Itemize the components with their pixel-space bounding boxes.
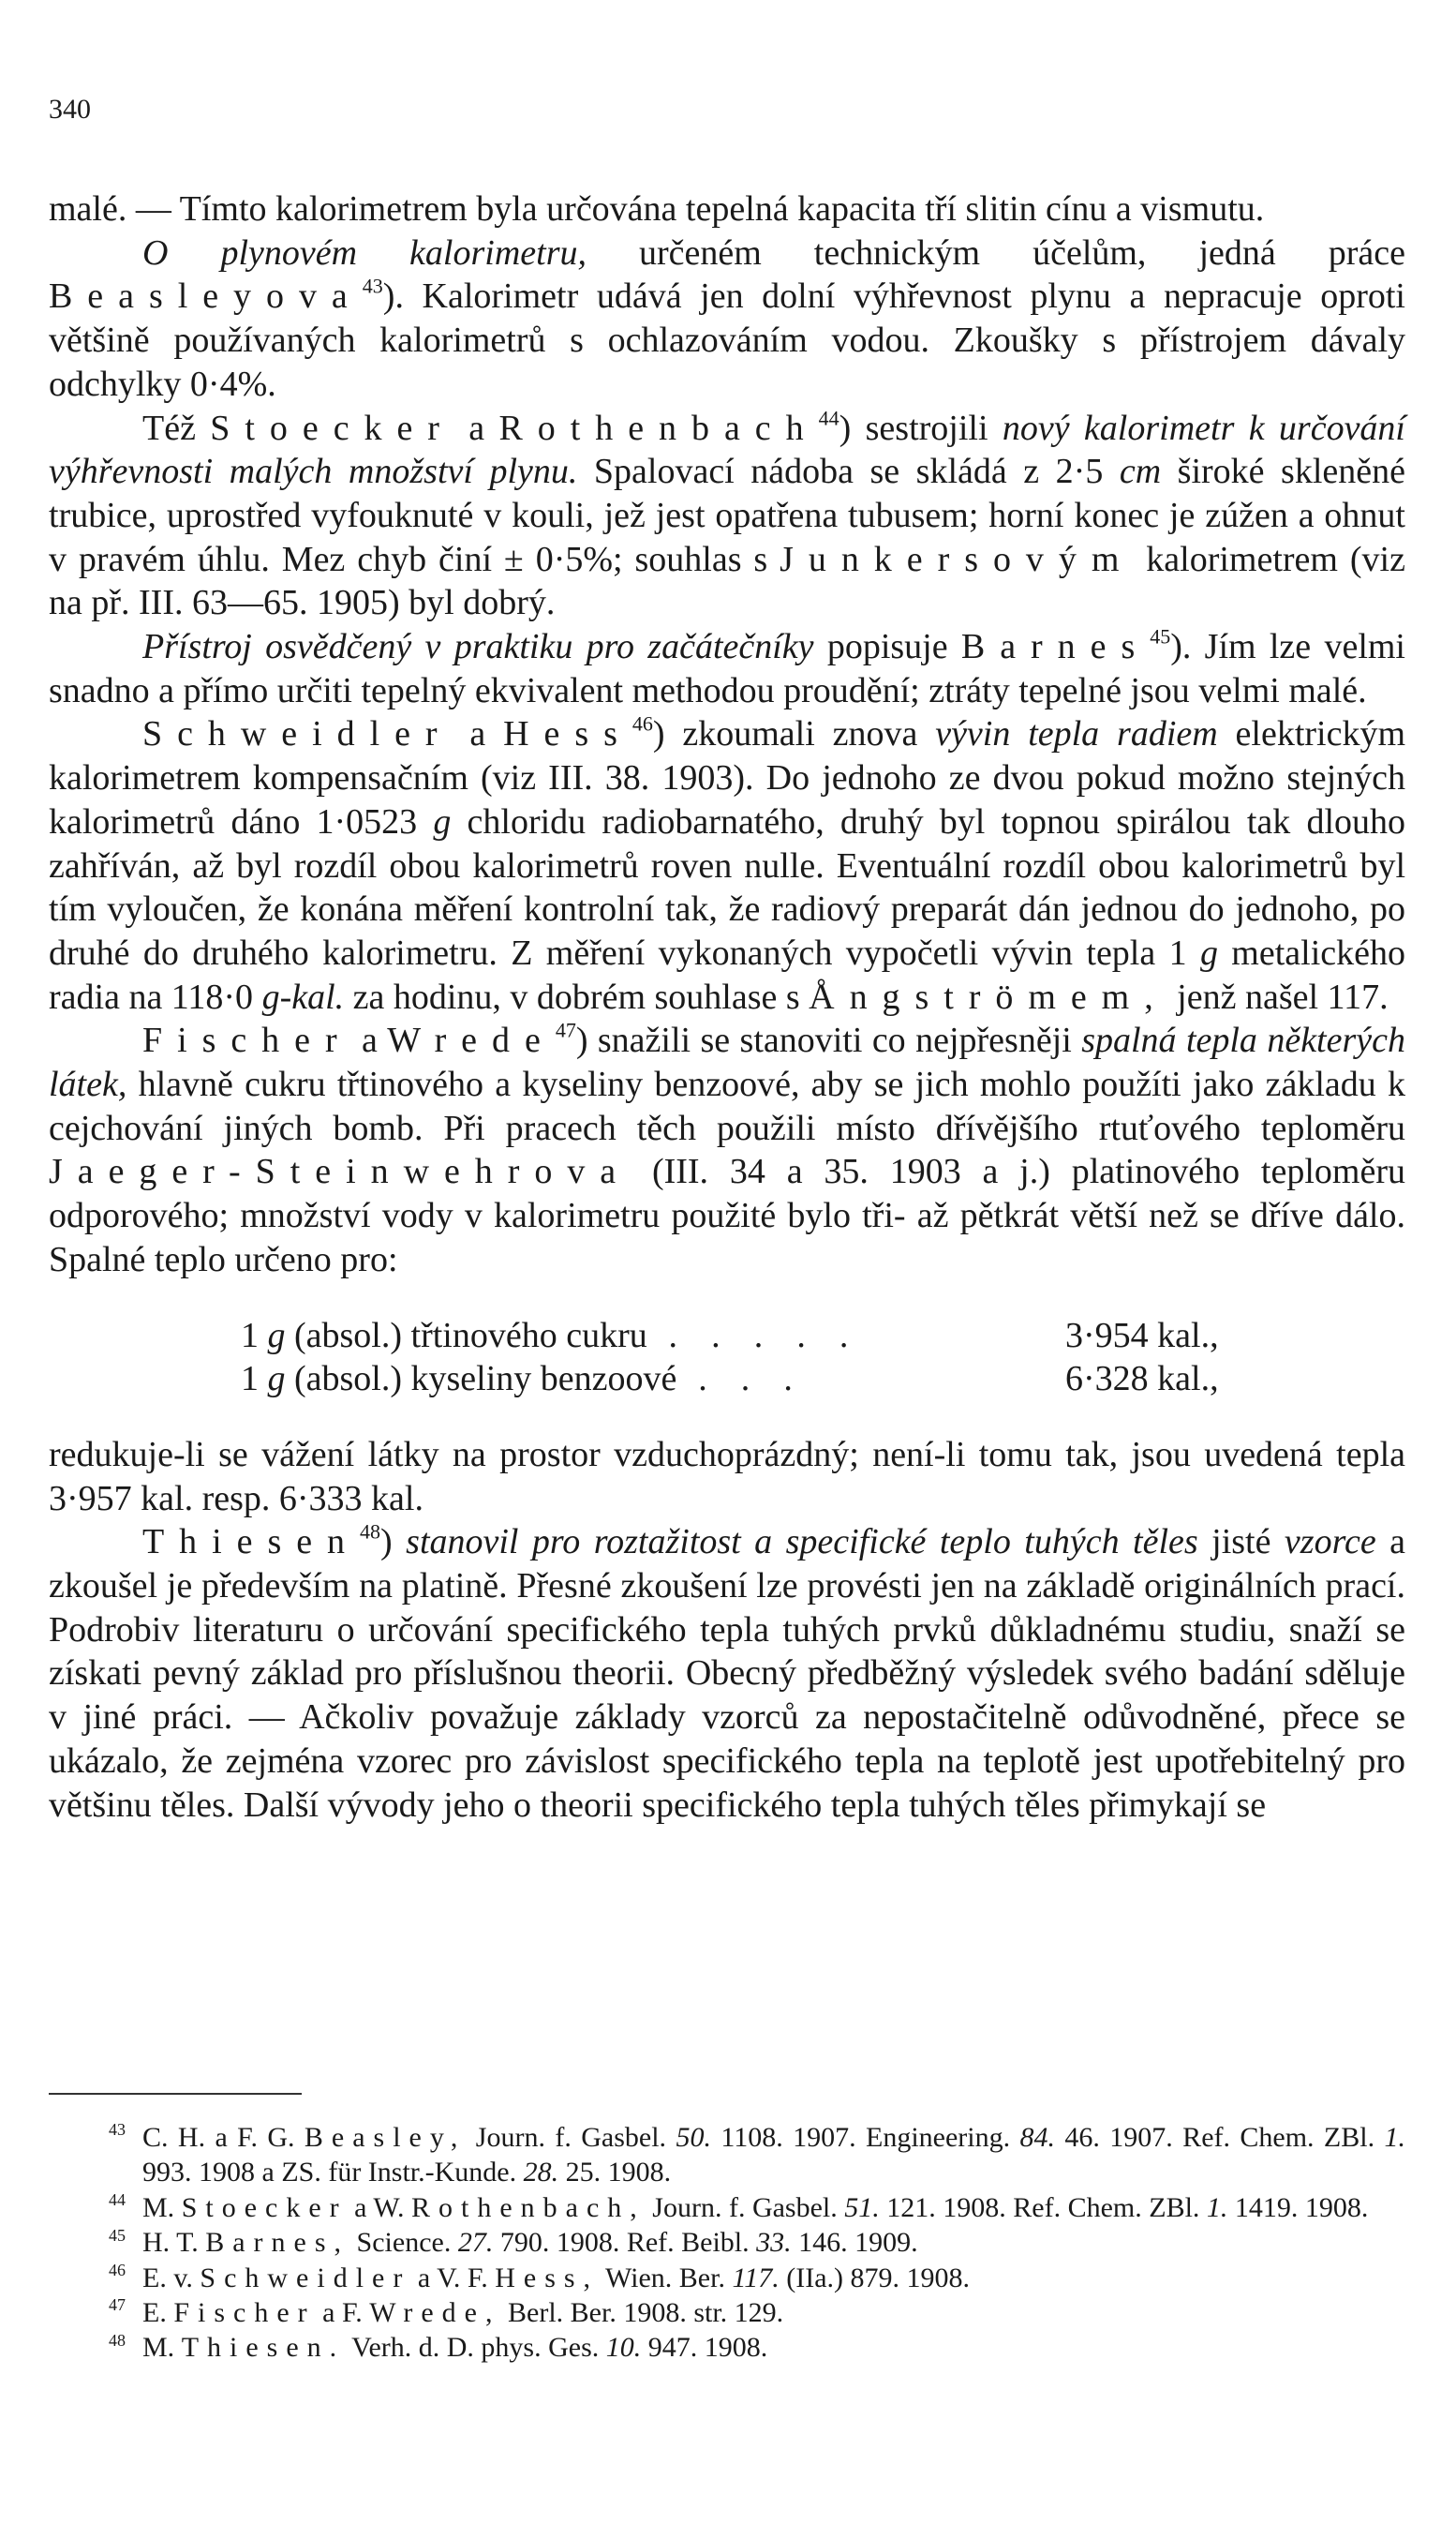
text-run: C. H. a F. G.: [142, 2122, 305, 2153]
unit: g-kal.: [261, 977, 345, 1017]
text-run: ) snažili se stanoviti co nejpřesněji: [575, 1021, 1082, 1061]
text-run: kalorimetrem (viz na př. III. 63—65. 1905) byl dobrý.: [49, 539, 1405, 623]
text-run: ): [380, 1522, 407, 1562]
text-run: elektrickým kalorimetrem kompensačním (viz III. 38. 1903). Do jednoho ze dvou pokud možno stejných kalorimetrů dáno 1·0523: [49, 714, 1406, 842]
text-run: (IIa.) 879. 1908.: [779, 2262, 971, 2293]
volume: 28.: [523, 2157, 559, 2188]
text-run: Science.: [349, 2227, 458, 2259]
text-run: Journ. f. Gasbel.: [466, 2122, 676, 2153]
text-run: ) sestrojili: [839, 408, 1003, 448]
author-name: Barnes,: [205, 2227, 350, 2259]
paragraph-1: malé. — Tímto kalorimetrem byla určována tepelná kapacita tří slitin cínu a vismutu.: [49, 189, 1265, 229]
footnote-ref: 43: [362, 274, 383, 298]
formula-value: 6·328 kal.,: [1065, 1359, 1219, 1399]
italic-phrase: vzorce: [1284, 1522, 1376, 1562]
author-name: Hess,: [495, 2262, 600, 2293]
author-name: Jaeger-Steinwehrova: [49, 1152, 631, 1192]
author-name: Junkersovým: [780, 539, 1135, 579]
formula-label: [241, 1314, 1065, 1358]
footnote-45: 45 H. T. Barnes, Science. 27. 790. 1908. Ref. Beibl. 33. 146. 1909.: [109, 2225, 918, 2259]
text-run: M.: [142, 2191, 182, 2223]
paragraph-7: redukuje-li se vážení látky na prostor vzduchoprázdný; není-li tomu tak, jsou uvedená tepla 3·957 kal. resp. 6·333 kal.: [49, 1434, 1405, 1518]
text-run: Journ. f. Gasbel.: [645, 2191, 845, 2223]
footnote-divider: [49, 2093, 302, 2095]
volume: 1.: [1206, 2191, 1228, 2223]
unit: g: [1199, 933, 1218, 973]
volume: 27.: [457, 2227, 494, 2259]
substance: (absol.) kyseliny benzoové: [285, 1359, 677, 1399]
volume: 10.: [605, 2332, 642, 2364]
text-run: hlavně cukru třtinového a kyseliny benzoové, aby se jich mohlo použíti jako základu k cejchování jiných bomb. Při pracech těch použili místo dřívějšího rtuťového teploměru: [49, 1065, 1405, 1148]
footnote-ref: 46: [631, 712, 653, 737]
author-name: Beasley,: [304, 2122, 467, 2153]
footnote-43: 43 C. H. a F. G. Beasley, Journ. f. Gasbel. 50. 1108. 1907. Engineering. 84. 46. 1907. Ref. Chem. ZBl. 1. 993. 1908 a ZS. für Instr.-Kunde. 28. 25. 1908.: [109, 2120, 1405, 2188]
footnote-48: 48 M. Thiesen. Verh. d. D. phys. Ges. 10. 947. 1908.: [109, 2330, 768, 2364]
author-name: Rothenbach,: [411, 2191, 646, 2223]
author-name: Schweidler: [142, 714, 453, 754]
amount: 1: [241, 1359, 268, 1399]
italic-phrase: Přístroj osvědčený v praktiku pro začátečníky: [142, 627, 814, 667]
text-run: ). Jím lze velmi snadno a přímo určiti tepelný ekvivalent methodou proudění; ztráty tepelné jsou velmi malé.: [49, 627, 1405, 710]
main-text: [49, 187, 1405, 1827]
volume: 117.: [732, 2262, 780, 2293]
text-run: 46. 1907. Ref. Chem. ZBl.: [1055, 2122, 1385, 2153]
text-run: Berl. Ber. 1908. str. 129.: [500, 2297, 784, 2329]
text-run: chloridu radiobarnatého, druhý byl topnou spirálou tak dlouho zahříván, až byl rozdíl obou kalorimetrů roven nulle. Eventuální rozdíl obou kalorimetrů byl tím vyloučen, že konána měření kontrolní tak, že radiový preparát dán jednou do jednoho, po druhé do druhého kalorimetru. Z měření vykonaných vypočetli vývin tepla 1: [49, 801, 1405, 973]
formula-row: [49, 1314, 1405, 1358]
footnote-ref: 47: [555, 1018, 576, 1042]
text-run: a: [452, 714, 504, 754]
text-run: 121. 1908. Ref. Chem. ZBl.: [879, 2191, 1207, 2223]
footnote-47: 47 E. Fischer a F. Wrede, Berl. Ber. 1908. str. 129.: [109, 2295, 784, 2329]
text-run: 25. 1908.: [558, 2157, 672, 2188]
volume: 33.: [756, 2227, 792, 2259]
substance: (absol.) třtinového cukru: [285, 1315, 647, 1355]
unit: g: [267, 1359, 286, 1399]
text-run: určeném technickým účelům, jedná práce: [586, 232, 1405, 273]
text-run: Wien. Ber.: [599, 2262, 733, 2293]
text-run: ). Kalorimetr udává jen dolní výhřevnost plynu a nepracuje oproti většině používaných kalorimetrů s ochlazováním vodou. Zkoušky s přístrojem dávaly odchylky 0·4%.: [49, 276, 1405, 404]
text-run: a: [453, 408, 499, 448]
paragraph-8: [49, 1520, 1405, 1827]
text-run: široké skleněné trubice, uprostřed vyfouknuté v kouli, jež jest opatřena tubusem; horní konec je zúžen a ohnut v pravém úhlu. Mez chyb činí ± 0·5%; souhlas s: [49, 452, 1406, 579]
author-name: Beasleyova: [49, 276, 363, 317]
volume: 50.: [676, 2122, 711, 2153]
unit: g: [267, 1315, 286, 1355]
author-name: Schweidler: [200, 2262, 411, 2293]
footnote-ref: 48: [360, 1519, 381, 1544]
text-run: a zkoušel je především na platině. Přesné zkoušení lze provésti jen na základě originálních prací. Podrobiv literaturu o určování specifického tepla tuhých prvků důkladnému studiu, snaží se získati pevný základ pro příslušnou theorii. Obecný předběžný výsledek svého badání sděluje v jiné práci. — Ačkoliv považuje základy vzorců za nepostačitelně odůvodněné, přece se ukázalo, že zejména vzorec pro závislost specifického tepla na teplotě jest upotřebitelný pro většinu těles. Další vývody jeho o theorii specifického tepla tuhých těles přimykají se: [49, 1522, 1406, 1825]
text-run: a F.: [315, 2297, 370, 2329]
text-run: jenž našel 117.: [1167, 977, 1389, 1017]
text-run: E.: [142, 2297, 174, 2329]
leader-dots: . . . . .: [646, 1315, 861, 1355]
formula-label: [241, 1357, 1065, 1401]
author-name: Barnes: [960, 627, 1151, 667]
text-run: Též: [142, 408, 211, 448]
text-run: 1419. 1908.: [1227, 2191, 1369, 2223]
unit: cm: [1119, 452, 1162, 492]
author-name: Rothenbach: [498, 408, 819, 448]
footnotes: [49, 2120, 1405, 2366]
italic-phrase: O plynovém kalorimetru,: [142, 232, 587, 273]
page-number: 340: [49, 94, 91, 125]
footnote-44: 44 M. Stoecker a W. Rothenbach, Journ. f. Gasbel. 51. 121. 1908. Ref. Chem. ZBl. 1. 1419. 1908.: [109, 2190, 1369, 2223]
unit: g: [433, 801, 452, 842]
text-run: metalického radia na 118·0: [49, 933, 1405, 1017]
volume: 84.: [1019, 2122, 1056, 2153]
author-name: Fischer: [142, 1021, 352, 1061]
author-name: Thiesen.: [181, 2332, 346, 2364]
combustion-heat-table: [49, 1314, 1405, 1401]
author-name: Hess: [503, 714, 632, 754]
text-run: E. v.: [142, 2262, 201, 2293]
amount: 1: [241, 1315, 268, 1355]
italic-phrase: stanovil pro roztažitost a specifické teplo tuhých těles: [406, 1522, 1198, 1562]
leader-dots: . . .: [676, 1359, 806, 1399]
italic-phrase: vývin tepla radiem: [935, 714, 1218, 754]
footnote-ref: 44: [818, 406, 839, 430]
author-name: Wrede,: [369, 2297, 501, 2329]
text-run: ) zkoumali znova: [652, 714, 936, 754]
text-run: za hodinu, v dobrém souhlase s: [344, 977, 810, 1017]
author-name: Thiesen: [142, 1522, 361, 1562]
text-run: 993. 1908 a ZS. für Instr.-Kunde.: [142, 2157, 524, 2188]
author-name: Stoecker: [181, 2191, 348, 2223]
italic-phrase: nový kalorimetr k určování výhřevnosti malých množství plynu.: [49, 408, 1405, 492]
volume: 1.: [1384, 2122, 1405, 2153]
paragraph-5: [49, 712, 1405, 1019]
volume: 51.: [844, 2191, 880, 2223]
footnote-ref: 45: [1150, 624, 1171, 649]
paragraph-6: [49, 1019, 1405, 1281]
text-run: Spalovací nádoba se skládá z 2·5: [577, 452, 1120, 492]
text-run: 146. 1909.: [791, 2227, 918, 2259]
text-run: 947. 1908.: [641, 2332, 768, 2364]
formula-row: [49, 1357, 1405, 1401]
text-run: popisuje: [813, 627, 961, 667]
text-run: H. T.: [142, 2227, 206, 2259]
author-name: Ångströmem,: [809, 977, 1168, 1017]
italic-phrase: spalná tepla některých látek,: [49, 1021, 1406, 1105]
text-run: jisté: [1197, 1522, 1285, 1562]
author-name: Stoecker: [210, 408, 454, 448]
text-run: 1108. 1907. Engineering.: [710, 2122, 1020, 2153]
footnote-46: 46 E. v. Schweidler a V. F. Hess, Wien. Ber. 117. (IIa.) 879. 1908.: [109, 2260, 971, 2293]
text-run: Verh. d. D. phys. Ges.: [345, 2332, 606, 2364]
text-run: M.: [142, 2332, 182, 2364]
paragraph-2: [49, 231, 1405, 407]
text-run: a W.: [347, 2191, 411, 2223]
author-name: Fischer: [173, 2297, 316, 2329]
text-run: a V. F.: [410, 2262, 496, 2293]
paragraph-3: [49, 407, 1405, 626]
author-name: Wrede: [387, 1021, 556, 1061]
formula-value: 3·954 kal.,: [1065, 1315, 1219, 1355]
paragraph-4: [49, 625, 1405, 712]
text-run: a: [351, 1021, 388, 1061]
text-run: (III. 34 a 35. 1903 a j.) platinového teploměru odporového; množství vody v kalorimetru použité bylo tři- až pětkrát větší než se dříve dálo. Spalné teplo určeno pro:: [49, 1152, 1405, 1279]
text-run: 790. 1908. Ref. Beibl.: [493, 2227, 757, 2259]
